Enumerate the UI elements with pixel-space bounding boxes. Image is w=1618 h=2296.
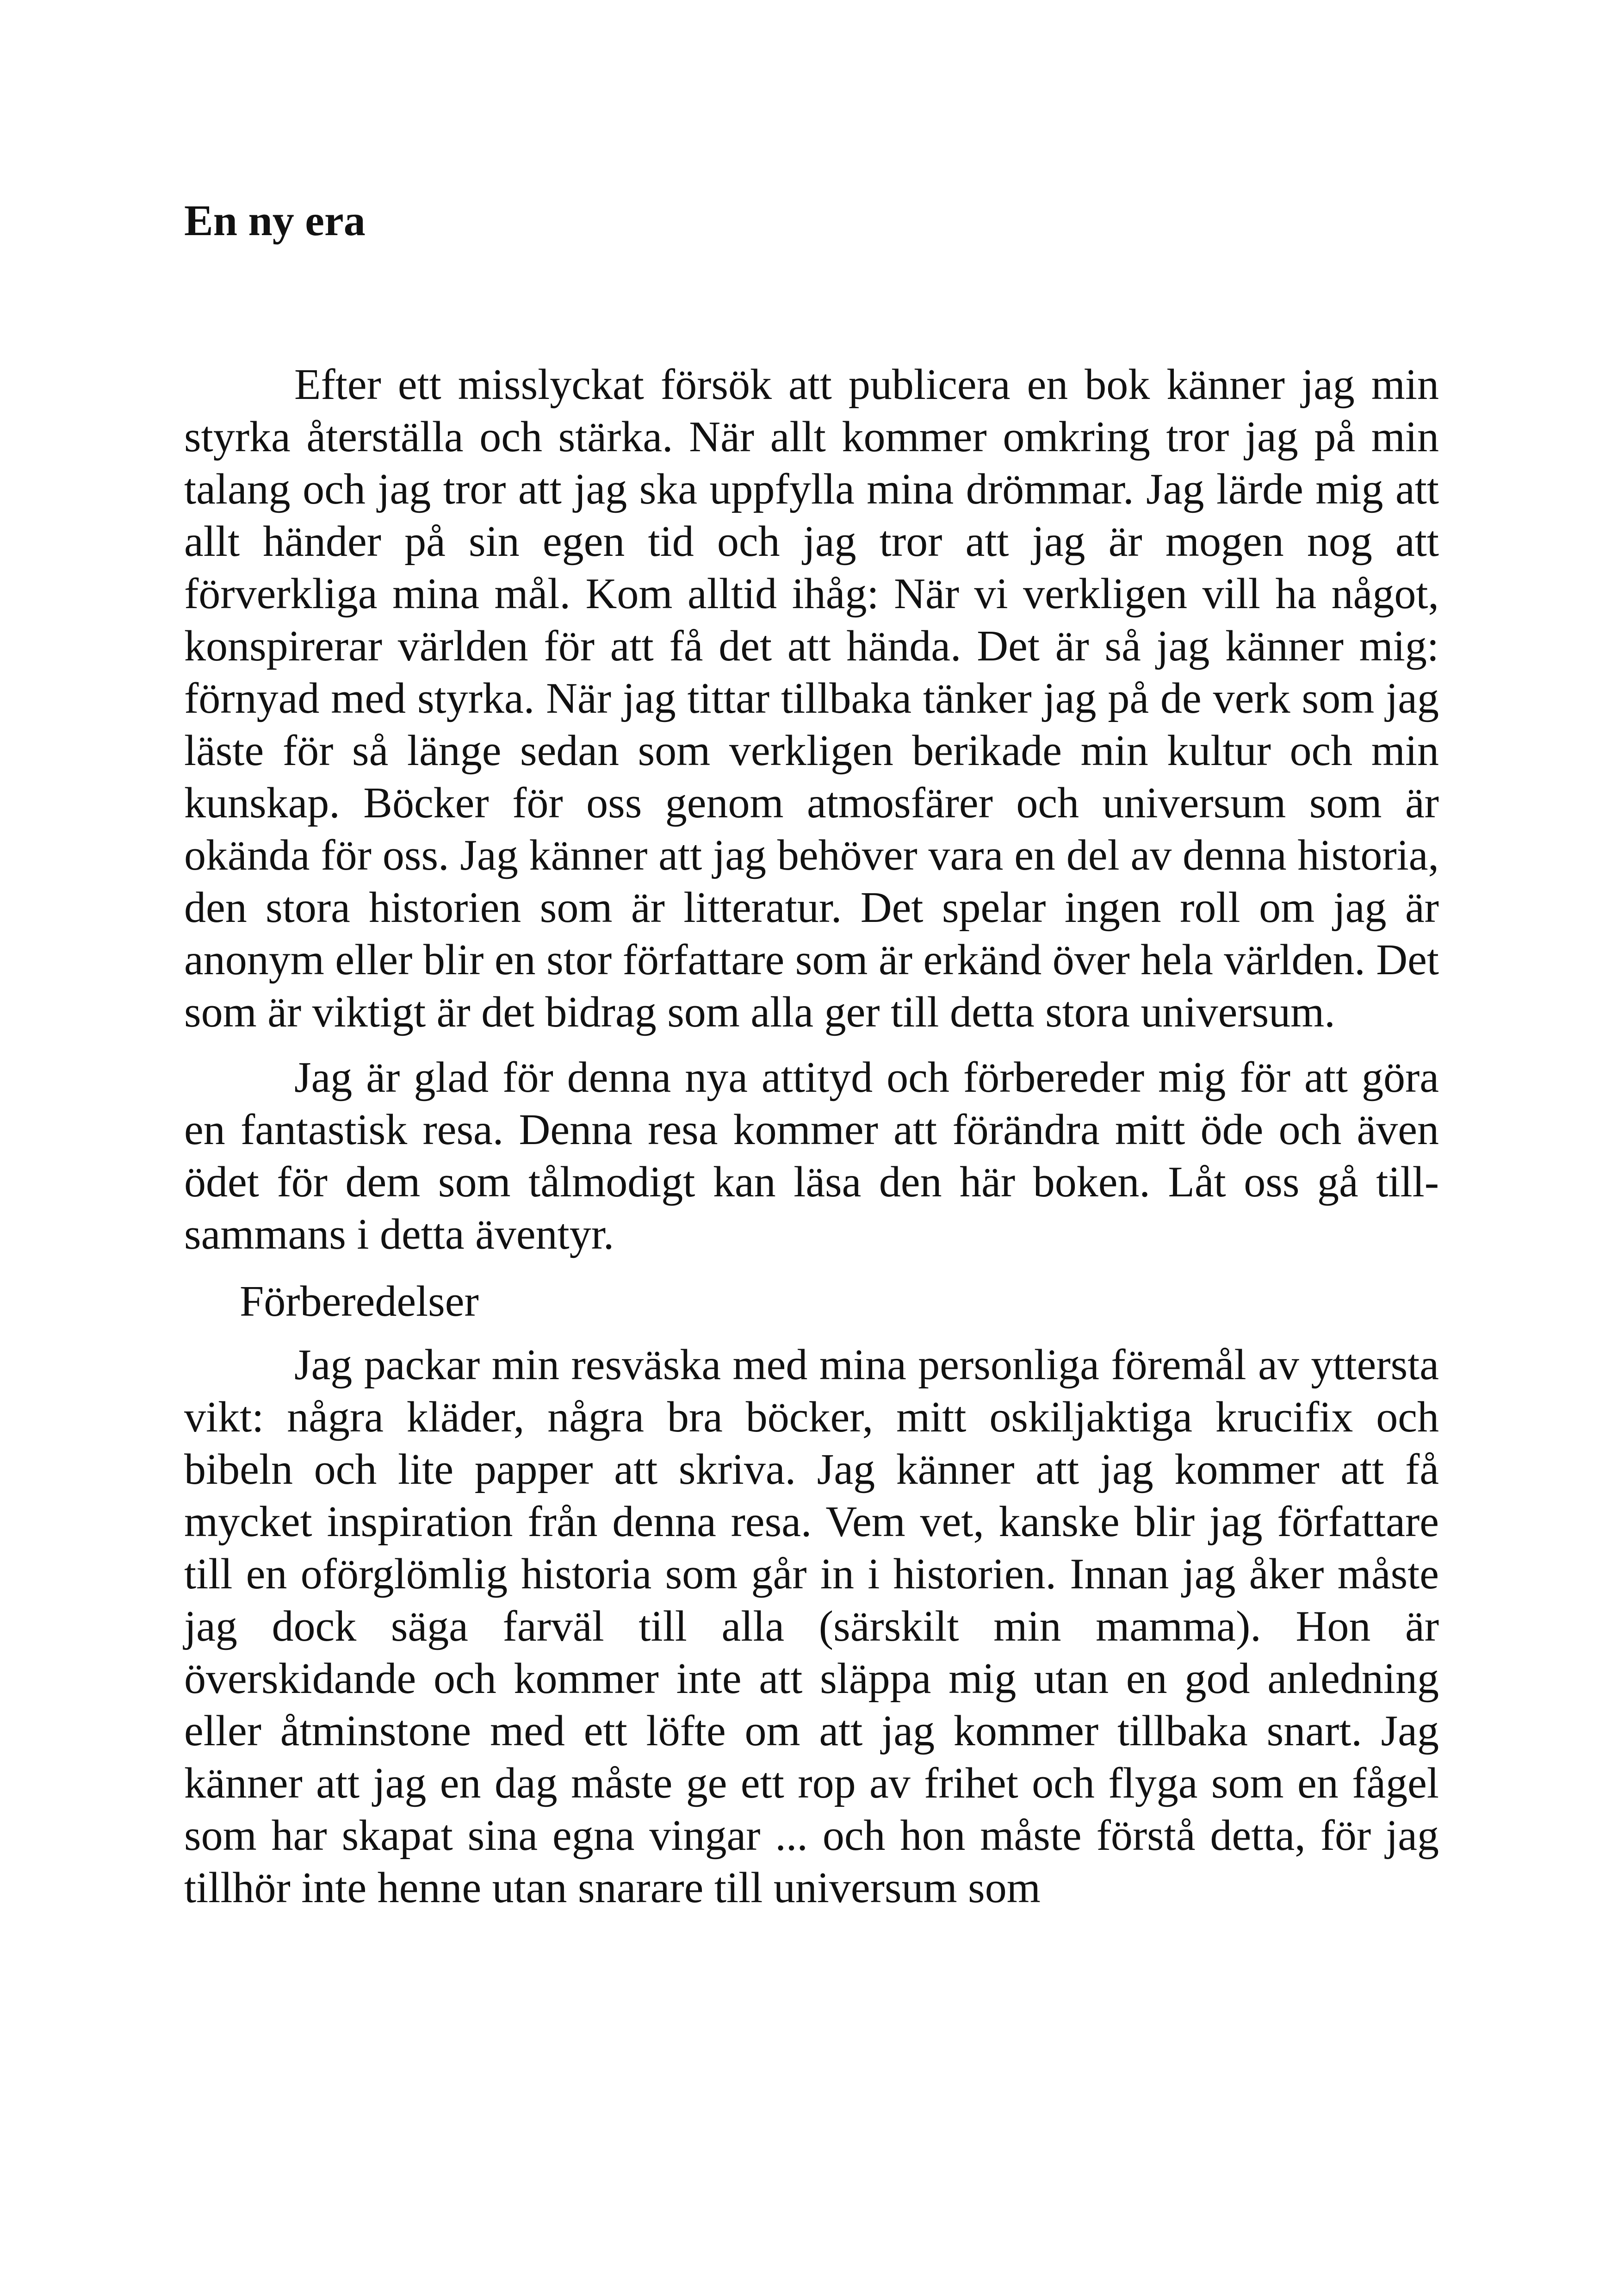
- paragraph-intro-2: Jag är glad för denna nya attityd och förbereder mig för att göra en fantastisk resa. Denna resa kommer att förändra mitt öde och även ödet för dem som tålmodigt kan läsa den här boken. Låt oss gå tillsammans i detta äventyr.: [184, 1053, 1439, 1258]
- body-text: [184, 359, 1439, 1914]
- paragraph-section-1: Jag packar min resväska med mina personliga föremål av yttersta vikt: några kläder, några bra böcker, mitt oskiljaktiga krucifix och bibeln och lite papper att skriva. Jag känner att jag kommer att få mycket inspiration från denna resa. Vem vet, kanske blir jag författare till en oförglömlig historia som går in i historien. Innan jag åker måste jag dock säga farväl till alla (särskilt min mamma). Hon är överskidande och kommer inte att släppa mig utan en god anledning eller åtminstone med ett löfte om att jag kommer tillbaka snart. Jag känner att jag en dag måste ge ett rop av frihet och flyga som en fågel som har skapat sina egna vingar ... och hon måste förstå detta, för jag tillhör inte henne utan snarare till universum som: [184, 1341, 1439, 1912]
- chapter-title: En ny era: [184, 197, 366, 245]
- section-heading: Förberedelser: [240, 1277, 479, 1325]
- paragraph-intro-1: Efter ett misslyckat försök att publicera en bok känner jag min styrka återställa och stärka. När allt kommer omkring tror jag på min talang och jag tror att jag ska uppfylla mina drömmar. Jag lärde mig att allt händer på sin egen tid och jag tror att jag är mogen nog att förverkliga mina mål. Kom alltid ihåg: När vi verkligen vill ha något, konspirerar världen för att få det att hända. Det är så jag känner mig: förnyad med styrka. När jag tittar tillbaka tänker jag på de verk som jag läste för så länge sedan som verkligen berikade min kultur och min kunskap. Böcker för oss genom atmosfärer och universum som är okända för oss. Jag känner att jag behöver vara en del av denna historia, den stora historien som är litteratur. Det spelar ingen roll om jag är anonym eller blir en stor författare som är erkänd över hela världen. Det som är viktigt är det bidrag som alla ger till detta stora universum.: [184, 361, 1439, 1036]
